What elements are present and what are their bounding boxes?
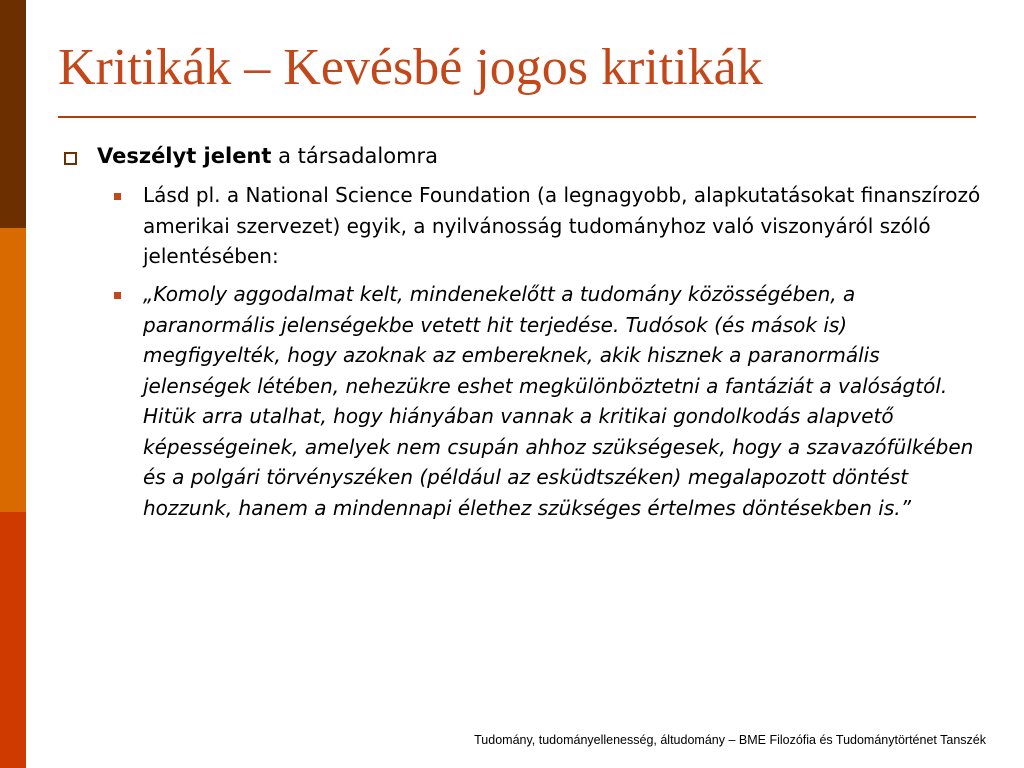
slide-title: Kritikák – Kevésbé jogos kritikák [58, 39, 763, 96]
filled-square-bullet-icon [114, 193, 121, 200]
bullet-level1-bold: Veszélyt jelent [97, 144, 272, 168]
hollow-square-bullet-icon [64, 152, 77, 165]
bullet-level2-nsf-reference: Lásd pl. a National Science Foundation (a legnagyobb, alapkutatásokat finanszírozó amerikai szervezet) egyik, a nyilvánosság tudományhoz való viszonyáról szóló jelentésében: [143, 183, 981, 268]
bullet-level1-text: a társadalomra [271, 144, 439, 168]
bullet-level2-quote: „Komoly aggodalmat kelt, mindenekelőtt a tudomány közösségében, a paranormális jelenségekbe vetett hit terjedése. Tudósok (és mások is) megfigyelték, hogy azoknak az embereknek, akik hisznek a paranormális jelenségek létében, nehezükre eshet megkülönböztetni a fantáziát a valóságtól. Hitük arra utalhat, hogy hiányában vannak a kritikai gondolkodás alapvető képességeinek, amelyek nem csupán ahhoz szükségesek, hogy a szavazófülkében és a polgári törvényszéken (például az esküdtszéken) megalapozott döntést hozzunk, hanem a mindennapi élethez szükséges értelmes döntésekben is.” [143, 282, 974, 520]
bullet-level1 [97, 140, 977, 172]
slide-footer: Tudomány, tudományellenesség, áltudomány – BME Filozófia és Tudománytörténet Tanszék [474, 733, 986, 747]
filled-square-bullet-icon [114, 292, 121, 299]
